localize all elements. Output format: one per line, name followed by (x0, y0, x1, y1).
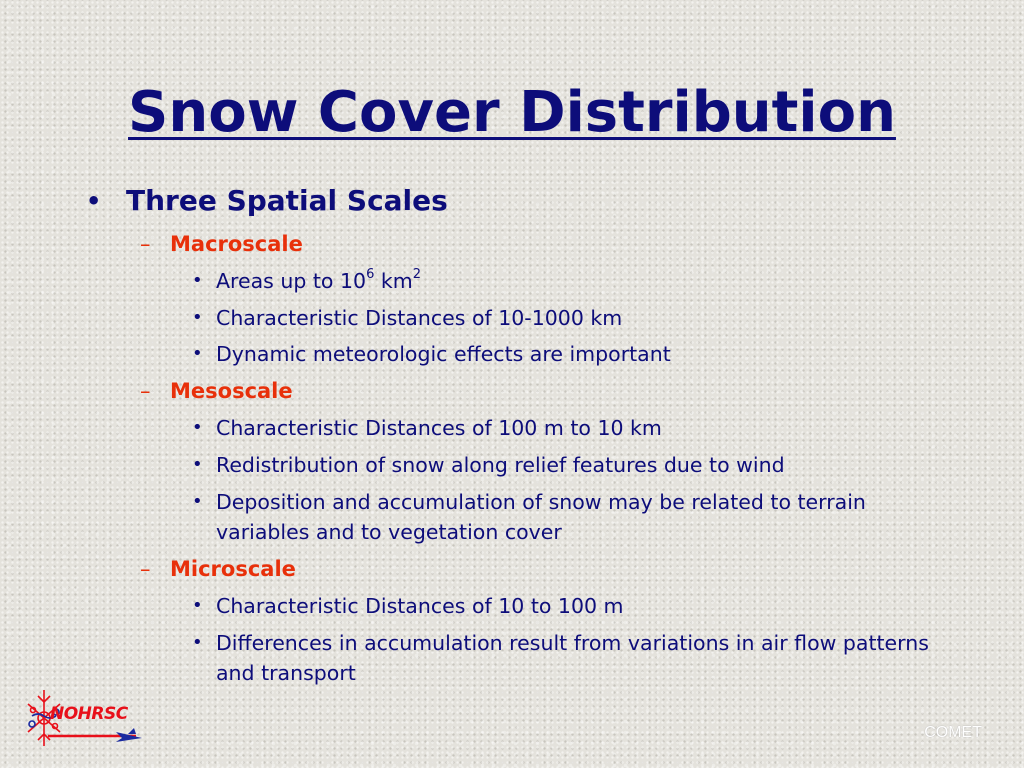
bullet-icon: • (192, 270, 203, 291)
list-item-text: Characteristic Distances of 10 to 100 m (216, 594, 624, 618)
bullet-icon: • (192, 595, 203, 616)
list-item-text: Characteristic Distances of 100 m to 10 km (216, 416, 662, 440)
bullet-icon: • (192, 417, 203, 438)
footer-label: COMET (924, 724, 982, 741)
section-heading: Macroscale (170, 232, 303, 256)
list-item-text: Dynamic meteorologic effects are important (216, 342, 671, 366)
list-item-text: Deposition and accumulation of snow may be related to terrain variables and to vegetation cover (216, 490, 866, 544)
bullet-icon: • (192, 632, 203, 653)
dash-icon: – (140, 232, 151, 256)
list-item-text: Redistribution of snow along relief features due to wind (216, 453, 785, 477)
section-heading: Mesoscale (170, 379, 293, 403)
list-item-text: Characteristic Distances of 10-1000 km (216, 306, 623, 330)
logo-text: NOHRSC (50, 704, 128, 724)
dash-icon: – (140, 379, 151, 403)
bullet-icon: • (192, 307, 203, 328)
list-item-text: Differences in accumulation result from variations in air flow patterns and transport (216, 631, 929, 685)
list-item-text: Areas up to $10^6$ $km^2$ (216, 267, 421, 293)
bullet-icon: • (86, 187, 102, 215)
bullet-icon: • (192, 343, 203, 364)
section-heading: Microscale (170, 557, 296, 581)
bullet-text: Three Spatial Scales (126, 184, 448, 217)
dash-icon: – (140, 557, 151, 581)
slide-title: Snow Cover Distribution (128, 80, 896, 145)
bullet-icon: • (192, 491, 203, 512)
bullet-icon: • (192, 454, 203, 475)
nohrsc-logo (24, 688, 164, 750)
